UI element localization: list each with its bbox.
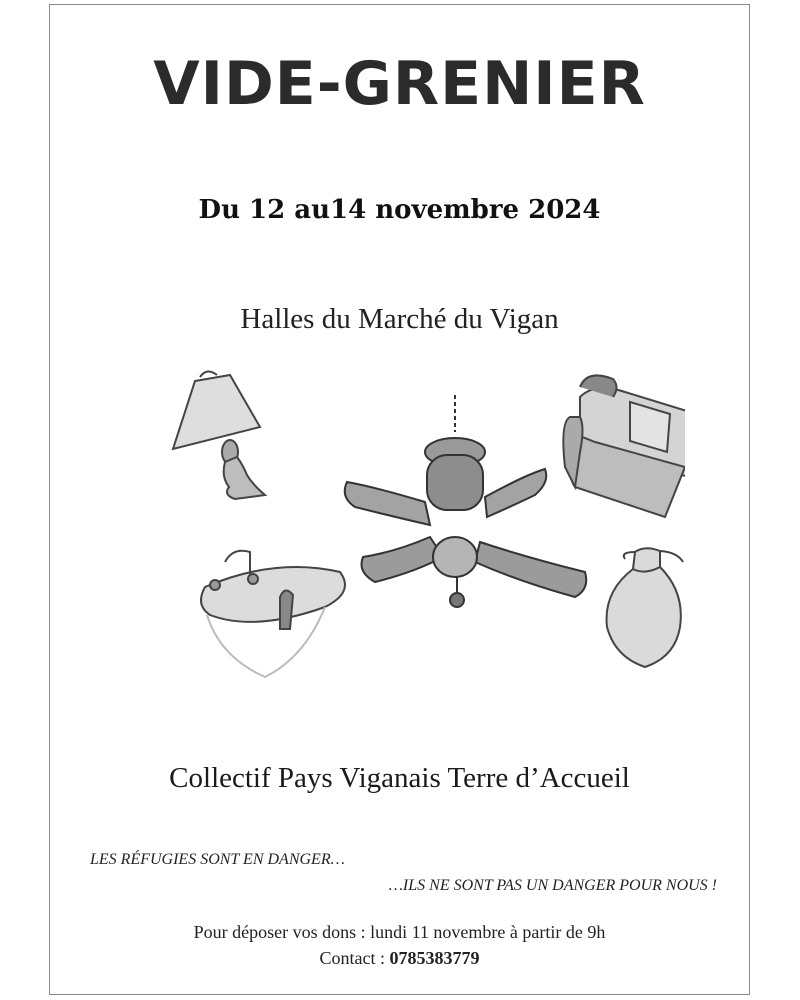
vase-icon <box>607 548 683 667</box>
donation-info: Pour déposer vos dons : lundi 11 novembre à partir de 9h <box>193 922 606 942</box>
contact-phone: 0785383779 <box>389 948 480 968</box>
sink-icon <box>201 551 345 677</box>
contact-info <box>50 948 749 969</box>
organizer-name: Collectif Pays Viganais Terre d’Accueil <box>169 762 630 794</box>
poster-title: VIDE-GRENIER <box>153 49 646 119</box>
contact-label: Contact : <box>319 948 390 968</box>
event-dates: Du 12 au14 novembre 2024 <box>198 195 601 225</box>
lamp-icon <box>173 371 265 499</box>
slogan-line-2: …ILS NE SONT PAS UN DANGER POUR NOUS ! <box>388 877 717 894</box>
illustration <box>125 357 685 702</box>
ceiling-fan-icon <box>345 395 586 607</box>
poster <box>49 4 750 995</box>
event-location: Halles du Marché du Vigan <box>240 303 559 335</box>
armchair-icon <box>563 375 685 517</box>
slogan-line-1: LES RÉFUGIES SONT EN DANGER… <box>90 851 345 868</box>
